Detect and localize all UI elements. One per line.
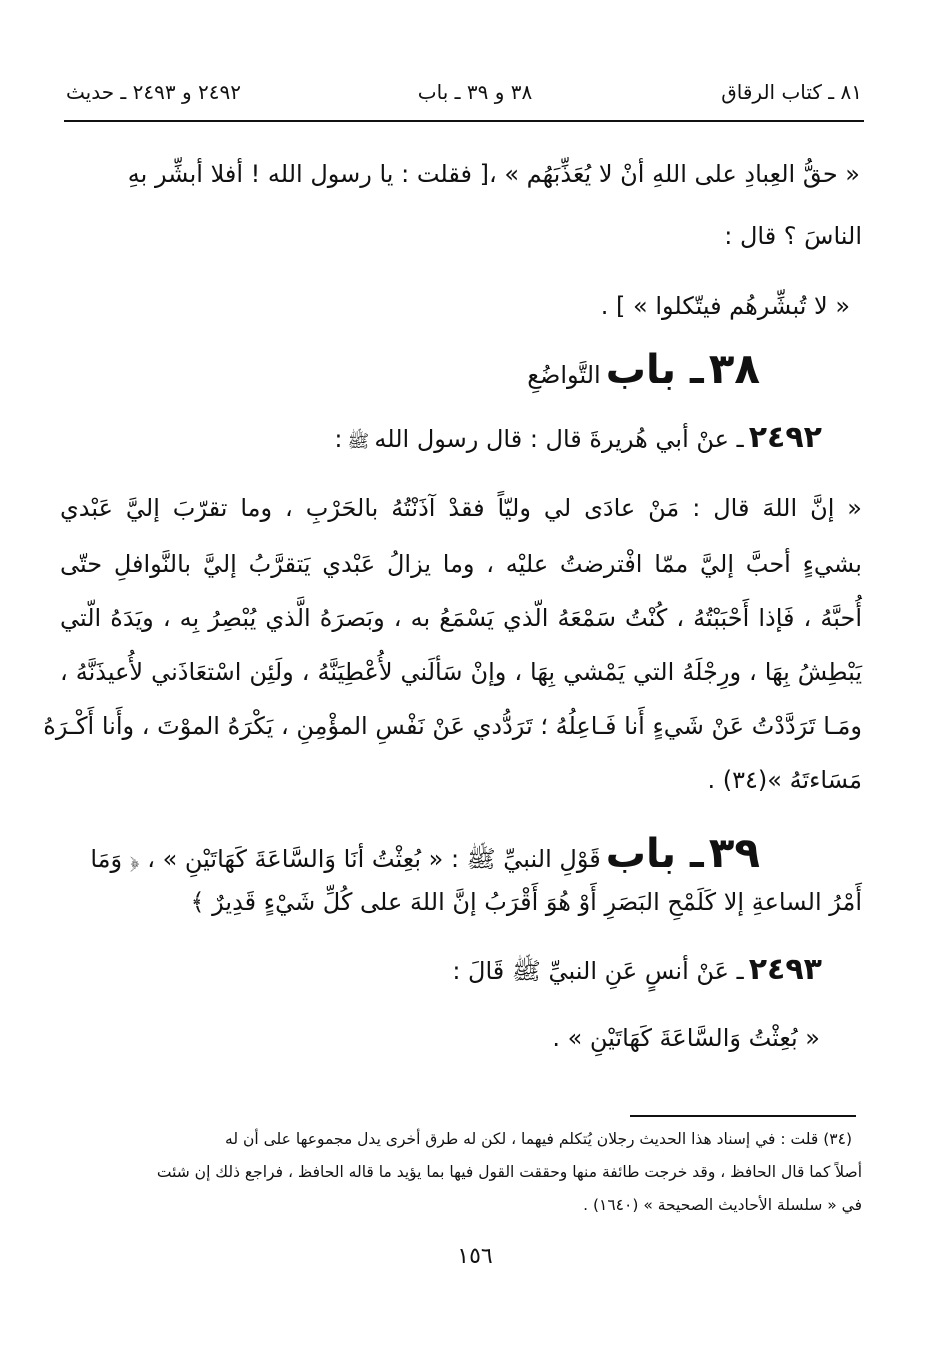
hadith-2493-text: « بُعِثْتُ وَالسَّاعَةَ كَهَاتَيْنِ » . — [552, 1024, 820, 1052]
hadith-heading-2493 — [452, 952, 822, 991]
chapter-title-continued: أَمْرُ الساعةِ إلا كَلَمْحِ البَصَرِ أَوْ هُوَ أَقْرَبُ إنَّ اللهَ على كُلِّ شَيْءٍ قَدِيرٌ ﴾ — [190, 888, 862, 916]
chapter-heading-38 — [527, 344, 760, 393]
chapter-number: ٣٨ — [708, 344, 760, 393]
footnote-line: (٣٤) قلت : في إسناد هذا الحديث رجلان يُتكلم فيهما ، لكن له طرق أخرى يدل مجموعها على أن له — [225, 1130, 852, 1148]
intro-line-2: الناسَ ؟ قال : — [724, 222, 862, 250]
running-header-chapter: ٨١ ـ كتاب الرقاق — [721, 80, 862, 104]
hadith-2492-line: ومَـا تَرَدَّدْتُ عَنْ شَيءٍ أَنا فَـاعِلُهُ ؛ تَرَدُّدي عَنْ نَفْسِ المؤْمِنِ ، يَكْرَهُ الموْتَ ، وأَنا أَكْـرَهُ — [43, 712, 862, 740]
header-rule — [64, 120, 864, 122]
running-header-sections: ٣٨ و ٣٩ ـ باب — [417, 80, 533, 104]
hadith-2492-line: يَبْطِشُ بِهَا ، ورِجْلَهُ التي يَمْشي بِهَا ، وإنْ سَألَني لأُعْطِيَنَّهُ ، ولَئِن اسْتعَاذَني لأُعيذَنَّهُ ، — [60, 658, 862, 686]
salutation-glyph: ﷺ — [347, 431, 370, 452]
running-header-hadith-range: ٢٤٩٢ و ٢٤٩٣ ـ حديث — [66, 80, 241, 104]
hadith-2492-line: أُحبَّهُ ، فَإذا أَحْبَبْتُهُ ، كُنْتُ سَمْعَهُ الّذي يَسْمَعُ به ، وبَصرَهُ الَّذي يُبْصِرُ بِه ، ويَدَهُ الّتي — [60, 604, 862, 632]
chapter-bab-word: ـ باب — [605, 831, 704, 877]
page-number: ١٥٦ — [457, 1244, 493, 1269]
footnote-line: في « سلسلة الأحاديث الصحيحة » (١٦٤٠) . — [583, 1196, 862, 1214]
hadith-number: ٢٤٩٣ — [748, 952, 822, 987]
chapter-heading-39 — [60, 828, 760, 879]
footnote-line: أصلاً كما قال الحافظ ، وقد خرجت طائفة منها وحققت القول فيها بما يؤيد ما قاله الحافظ ، فراجع ذلك إن شئت — [156, 1163, 862, 1181]
chapter-title: التَّواضُعِ — [527, 361, 601, 389]
chapter-bab-word: ـ باب — [605, 347, 704, 393]
hadith-2492-line: « إنَّ اللهَ قال : مَنْ عادَى لي وليّاً فقدْ آذَنْتُهُ بالحَرْبِ ، وما تقرّبَ إليَّ عَبْدي — [60, 494, 862, 522]
hadith-heading-2492 — [334, 420, 822, 456]
chapter-number: ٣٩ — [708, 828, 760, 877]
hadith-colon: : — [334, 425, 343, 453]
hadith-isnad: ـ عَنْ أنسٍ عَنِ النبيِّ ﷺ قَالَ : — [452, 957, 744, 985]
hadith-number: ٢٤٩٢ — [748, 420, 822, 455]
hadith-isnad: ـ عنْ أبي هُريرةَ قال : قال رسول الله — [374, 425, 744, 453]
hadith-2492-line: بشيءٍ أحبَّ إليَّ ممّا افْترضتُ عليْه ، وما يزالُ عَبْدي يَتقرَّبُ إليَّ بالنَّوافلِ حتّى — [60, 550, 862, 578]
chapter-title: قَوْلِ النبيِّ ﷺ : « بُعِثْتُ أنَا وَالسَّاعَةَ كَهَاتَيْنِ » ، ﴿ وَمَا — [90, 845, 601, 873]
hadith-2492-line-last: مَسَاءتَهُ »(٣٤) . — [707, 766, 862, 794]
footnote-rule — [630, 1115, 856, 1117]
intro-line-3: « لا تُبشِّرهُم فيتّكلوا » ] . — [600, 292, 850, 320]
intro-line-1: « حقُّ العِبادِ على اللهِ أنْ لا يُعَذِّبَهُم » ،[ فقلت : يا رسول الله ! أفلا أبشِّر بهِ — [127, 160, 860, 188]
